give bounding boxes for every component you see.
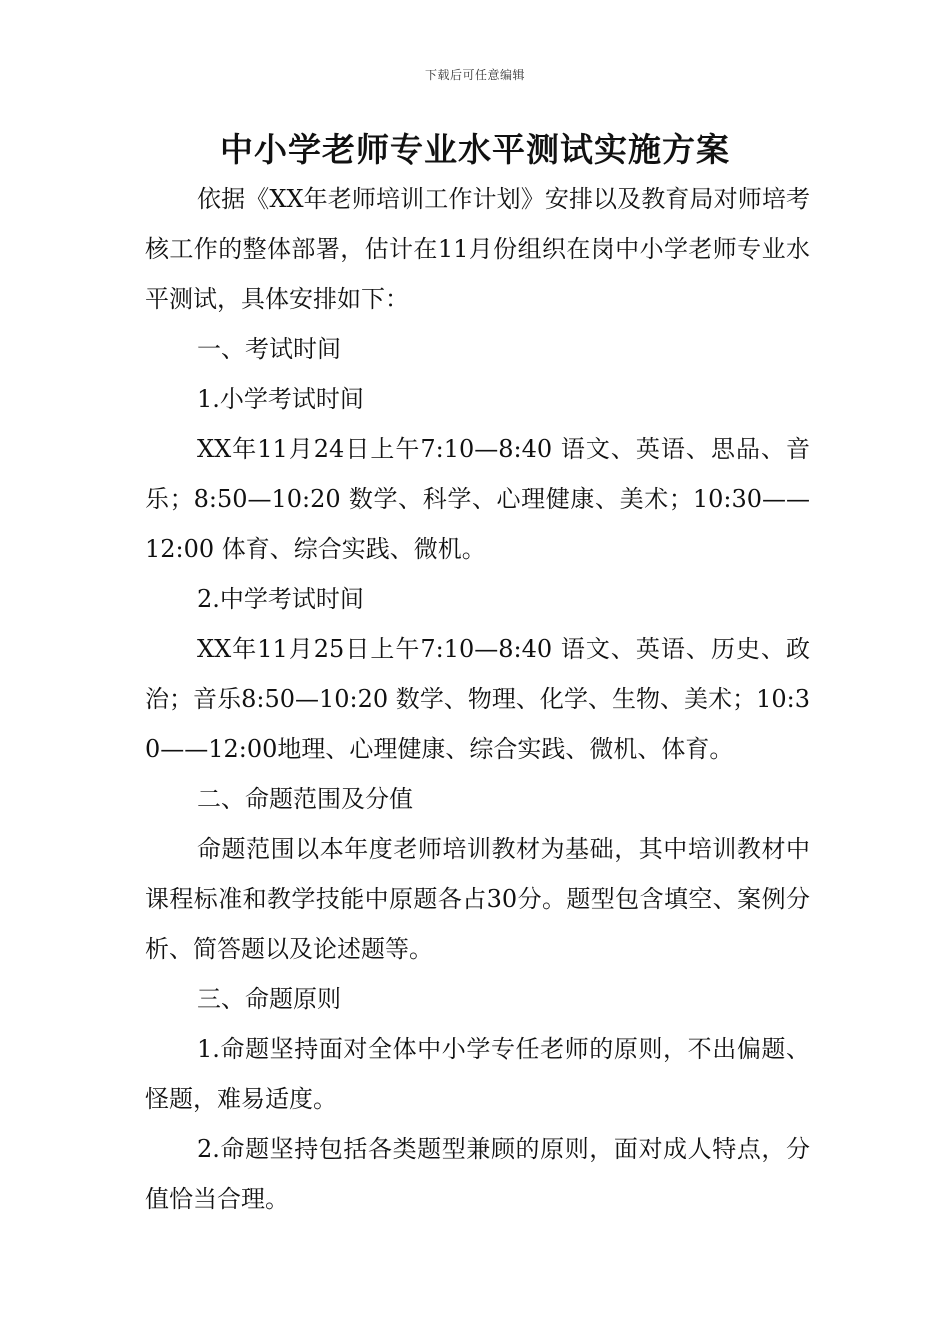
section-heading-principles: 三、命题原则	[197, 985, 341, 1013]
section-heading-scope-score: 二、命题范围及分值	[197, 785, 413, 813]
document-body	[145, 174, 810, 1224]
paragraph-principle-1: 1.命题坚持面对全体中小学专任老师的原则，不出偏题、怪题，难易适度。	[145, 1035, 810, 1113]
header-note: 下载后可任意编辑	[424, 68, 525, 82]
subheading-secondary-exam-time: 2.中学考试时间	[197, 585, 364, 613]
paragraph-principle-2: 2.命题坚持包括各类题型兼顾的原则，面对成人特点，分值恰当合理。	[145, 1135, 810, 1213]
paragraph-scope-score: 命题范围以本年度老师培训教材为基础，其中培训教材中课程标准和教学技能中原题各占30分。题型包含填空、案例分析、简答题以及论述题等。	[145, 835, 810, 963]
paragraph-secondary-schedule: XX年11月25日上午7:10—8:40 语文、英语、历史、政治；音乐8:50—10:20 数学、物理、化学、生物、美术；10:30——12:00地理、心理健康、综合实践、微机、体育。	[145, 635, 810, 763]
paragraph-primary-schedule: XX年11月24日上午7:10—8:40 语文、英语、思品、音乐；8:50—10:20 数学、科学、心理健康、美术；10:30——12:00 体育、综合实践、微机。	[145, 435, 810, 563]
section-heading-exam-time: 一、考试时间	[197, 335, 341, 363]
document-title: 中小学老师专业水平测试实施方案	[220, 130, 730, 169]
subheading-primary-exam-time: 1.小学考试时间	[197, 385, 364, 413]
paragraph-intro: 依据《XX年老师培训工作计划》安排以及教育局对师培考核工作的整体部署，估计在11月份组织在岗中小学老师专业水平测试，具体安排如下：	[145, 185, 810, 313]
